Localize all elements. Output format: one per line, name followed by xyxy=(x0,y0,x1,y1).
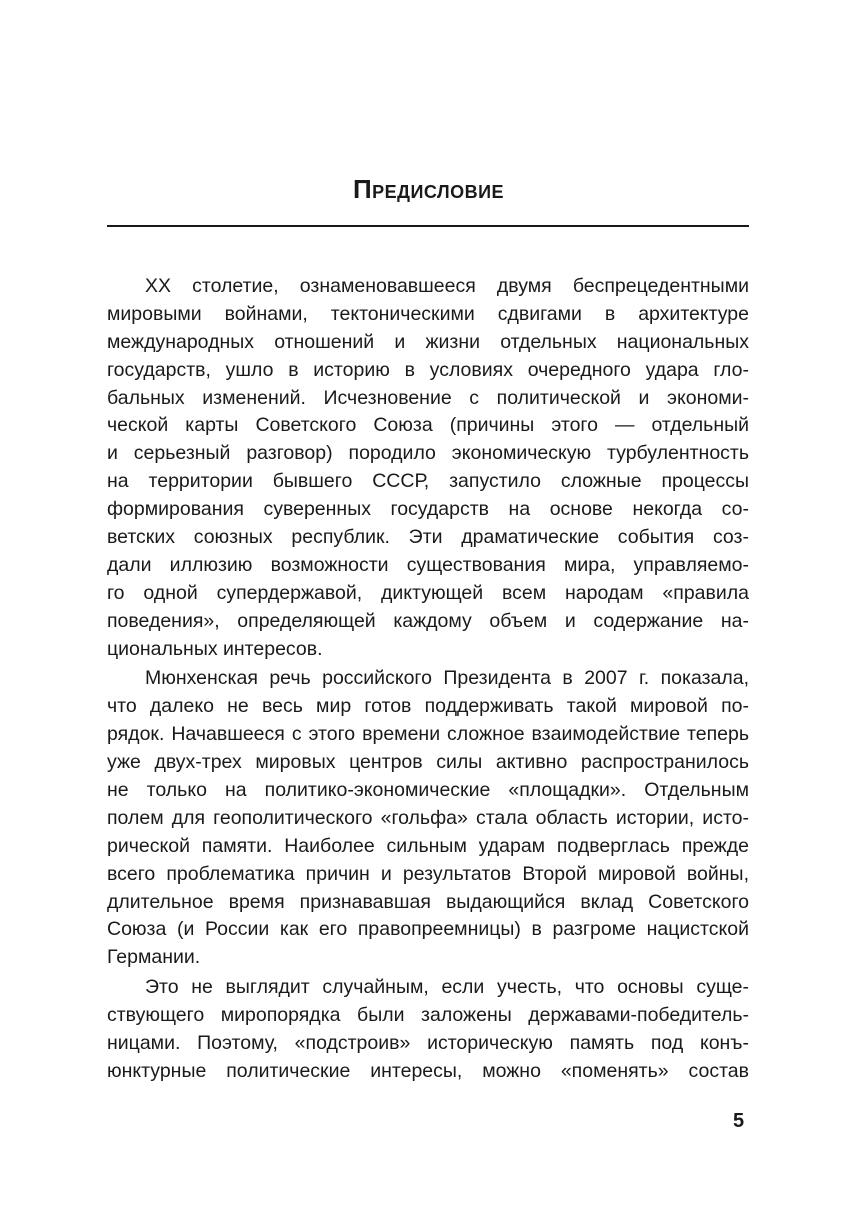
text-line: бальных изменений. Исчезновение с политической и экономи- xyxy=(107,386,749,409)
text-line: ствующего миропорядка были заложены державами-победитель- xyxy=(107,1004,749,1027)
text-line: ветских союзных республик. Эти драматические события соз- xyxy=(107,526,749,549)
text-line: формирования суверенных государств на основе некогда со- xyxy=(107,498,749,521)
text-line: ческой карты Советского Союза (причины этого — отдельный xyxy=(107,414,749,437)
text-line: Союза (и России как его правопреемницы) в разгроме нацистской xyxy=(107,918,749,941)
text-line: длительное время признававшая выдающийся вклад Советского xyxy=(107,890,749,913)
text-line: циональных интересов. xyxy=(107,637,323,660)
text-line: Это не выглядит случайным, если учесть, что основы суще- xyxy=(145,976,749,999)
page-title: Предисловие xyxy=(352,174,505,204)
text-line: на территории бывшего СССР, запустило сложные процессы xyxy=(107,470,749,493)
text-line: мировыми войнами, тектоническими сдвигами в архитектуре xyxy=(107,302,749,325)
text-line: го одной супердержавой, диктующей всем народам «правила xyxy=(107,581,749,604)
text-line: международных отношений и жизни отдельных национальных xyxy=(107,330,749,353)
text-line: рической памяти. Наиболее сильным ударам подверглась прежде xyxy=(107,834,749,857)
text-line: всего проблематика причин и результатов Второй мировой войны, xyxy=(107,862,749,885)
text-line: государств, ушло в историю в условиях очередного удара гло- xyxy=(107,358,749,381)
text-line: ницами. Поэтому, «подстроив» историческую память под конъ- xyxy=(107,1032,749,1055)
text-line: Мюнхенская речь российского Президента в 2007 г. показала, xyxy=(145,667,749,690)
page-number: 5 xyxy=(733,1110,745,1132)
title-divider xyxy=(107,225,749,227)
text-line: поведения», определяющей каждому объем и содержание на- xyxy=(107,609,749,632)
text-line: юнктурные политические интересы, можно «поменять» состав xyxy=(107,1059,749,1082)
text-line: и серьезный разговор) породило экономическую турбулентность xyxy=(107,442,749,465)
text-line: XX столетие, ознаменовавшееся двумя беспрецедентными xyxy=(145,275,749,297)
text-line: рядок. Начавшееся с этого времени сложное взаимодействие теперь xyxy=(107,723,749,746)
text-line: дали иллюзию возможности существования мира, управляемо- xyxy=(107,553,749,576)
text-line: полем для геополитического «гольфа» стала область истории, исто- xyxy=(107,806,749,829)
text-line: что далеко не весь мир готов поддерживать такой мировой по- xyxy=(107,695,749,718)
text-line: не только на политико-экономические «площадки». Отдельным xyxy=(107,779,749,802)
text-line: Германии. xyxy=(107,946,201,969)
text-line: уже двух-трех мировых центров силы активно распространилось xyxy=(107,751,749,774)
body-text xyxy=(107,273,749,1086)
